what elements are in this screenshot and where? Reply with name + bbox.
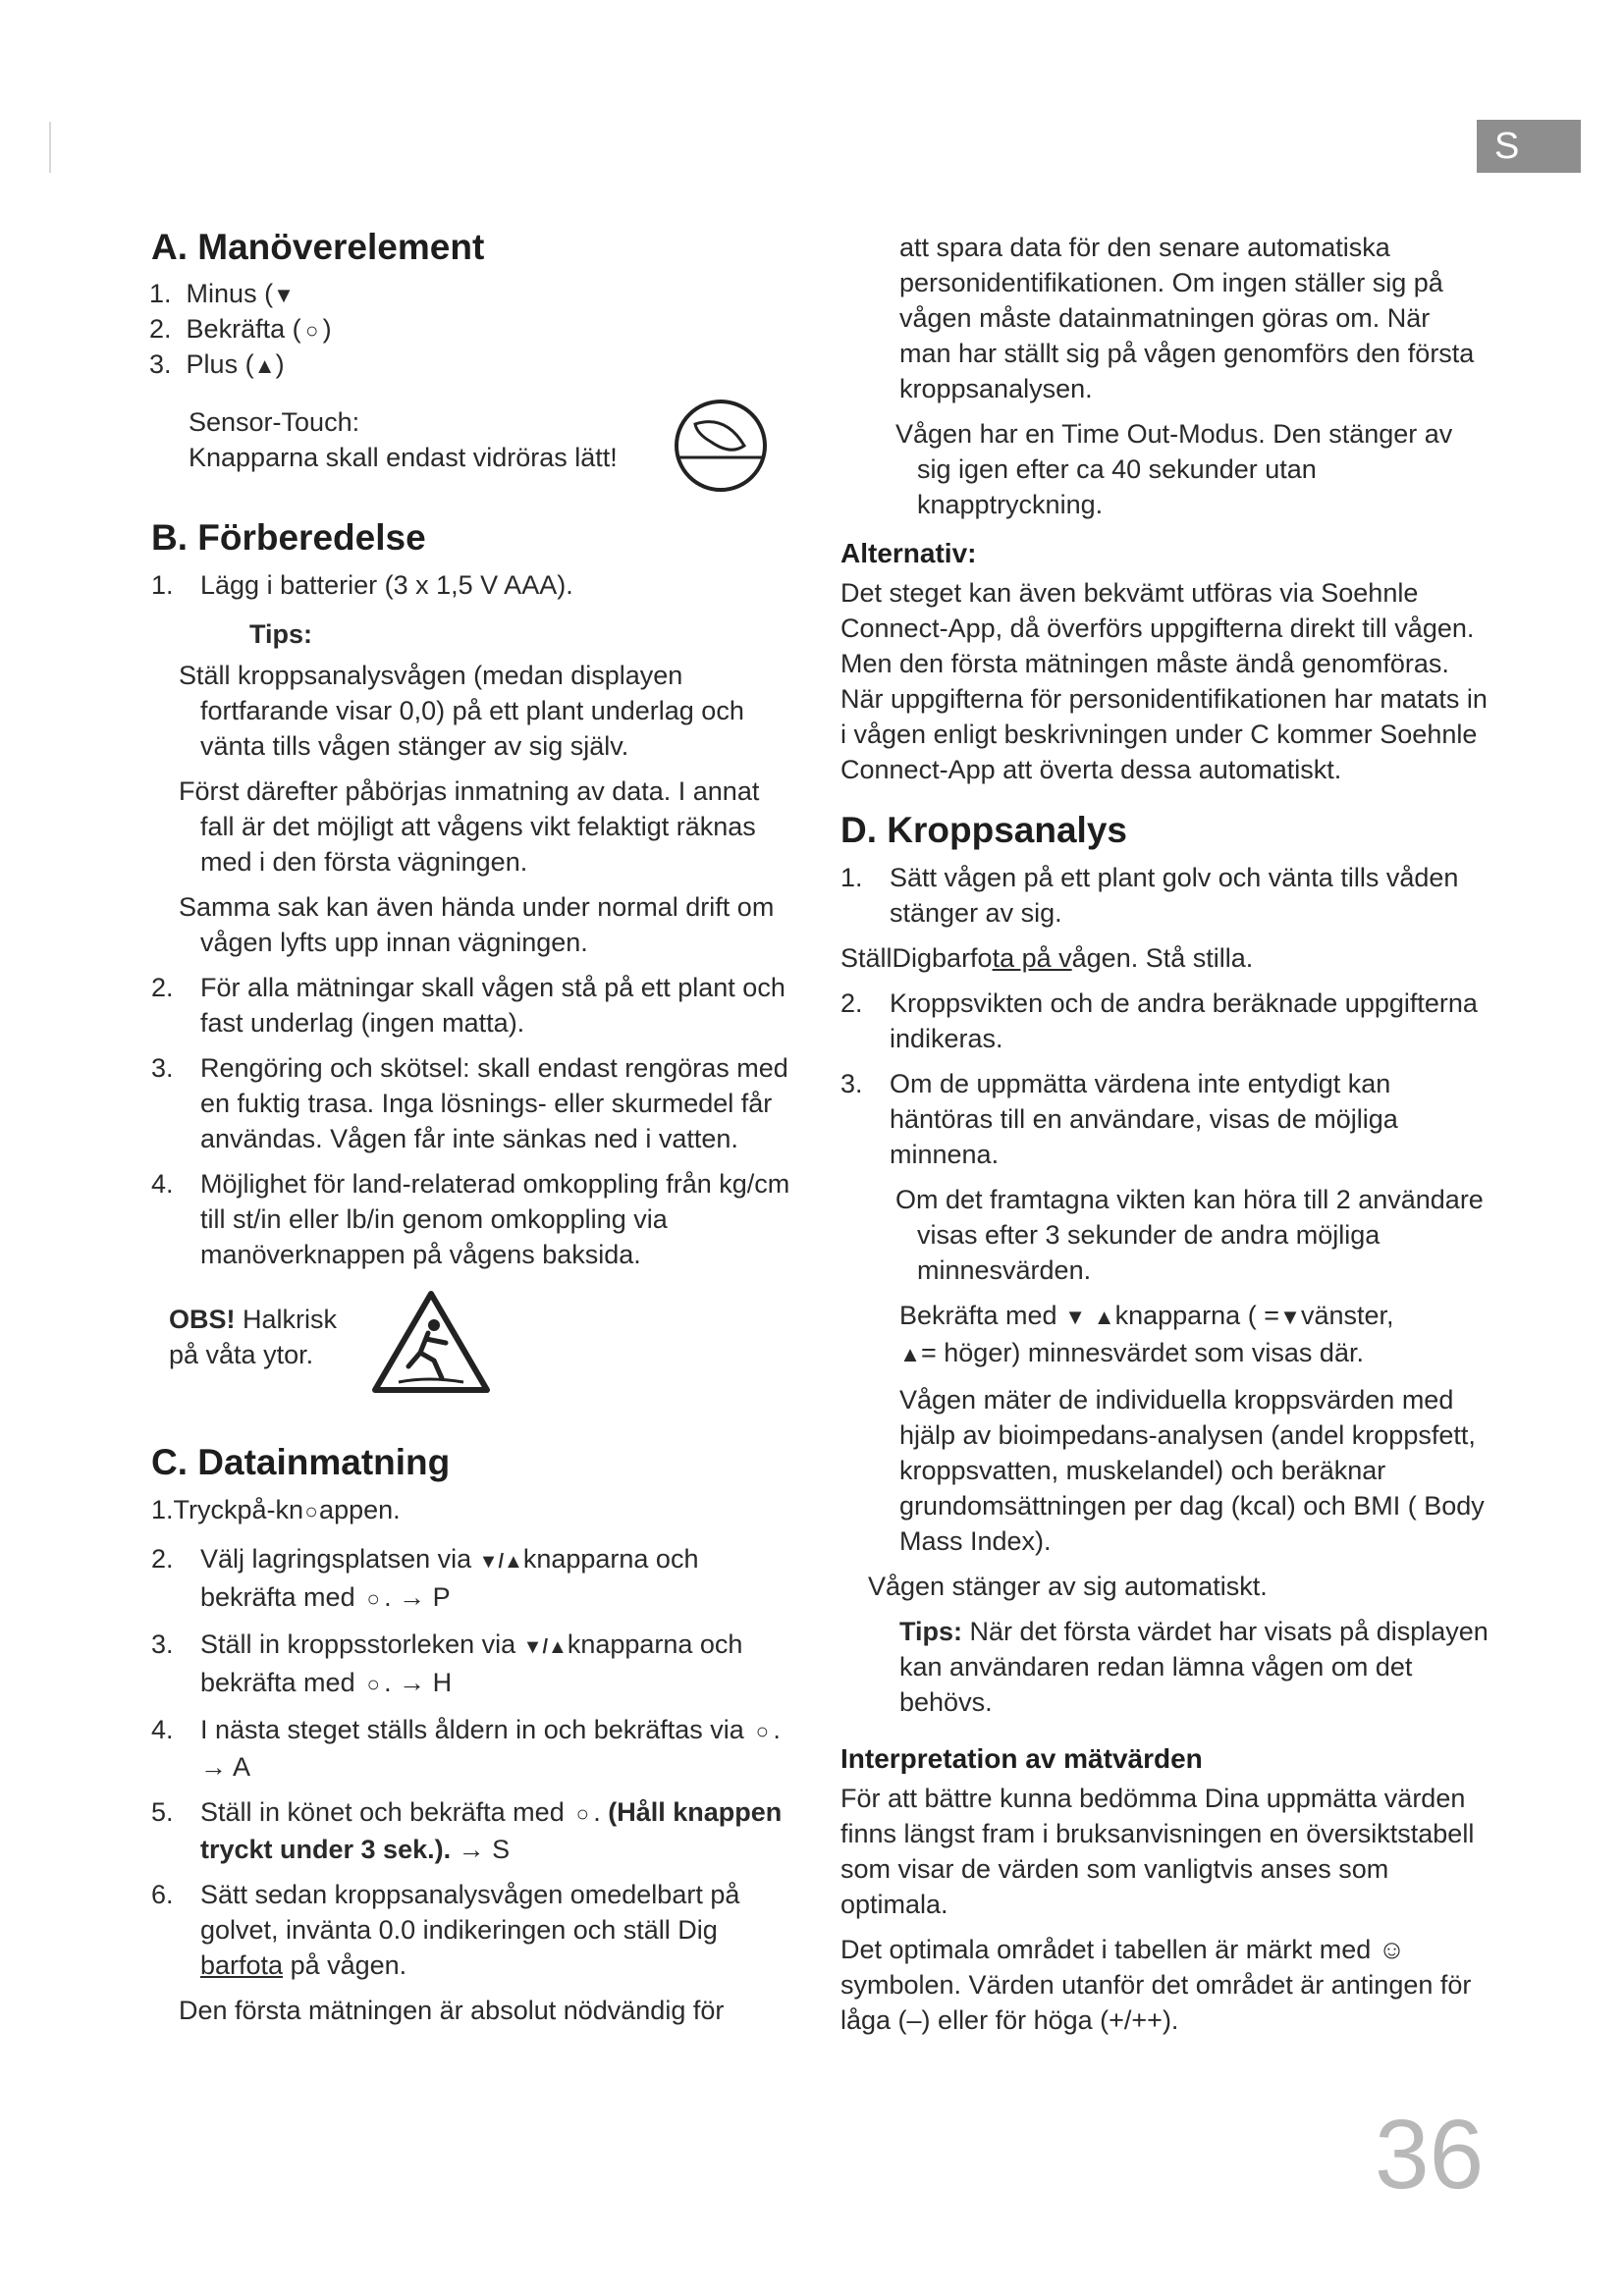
- confirm-icon: ○: [366, 1586, 380, 1611]
- tips-paragraph: Samma sak kan även hända under normal drift om vågen lyfts upp innan vägningen.: [179, 892, 775, 957]
- warning-text-2: på våta ytor.: [169, 1340, 314, 1369]
- minus-icon: ▼: [1279, 1305, 1301, 1329]
- paragraph: Vågen har en Time Out-Modus. Den stänger av sig igen efter ca 40 sekunder utan knapptryckning.: [895, 419, 1453, 519]
- alternative-text: Det steget kan även bekvämt utföras via Soehnle Connect-App, då överförs uppgifterna direkt till vågen. Men den första mätningen måste ändå genomföras. När uppgifterna för personidentifikationen har matats in i vågen enligt beskrivningen under C kommer Soehnle Connect-App att överta dessa automatiskt.: [840, 578, 1488, 784]
- minus-icon: ▼: [1064, 1305, 1086, 1329]
- control-item-plus: 3. Plus (▲): [149, 347, 799, 383]
- paragraph: att spara data för den senare automatiska personidentifikationen. Om ingen ställer sig på vågen måste datainmatningen göras om. När man har ställt sig på vågen genomförs den första kroppsanalysen.: [899, 233, 1475, 403]
- plus-icon: ▲: [899, 1342, 921, 1366]
- section-a: [151, 226, 799, 495]
- left-column: [151, 226, 799, 2050]
- warning-text: OBS! Halkrisk: [169, 1305, 338, 1334]
- plus-icon: ▲: [1093, 1305, 1115, 1329]
- tips-paragraph: Tips: När det första värdet har visats på displayen kan användaren redan lämna vågen om det behövs.: [899, 1617, 1489, 1717]
- section-d-title: D. Kroppsanalys: [840, 810, 1127, 850]
- paragraph: Vågen mäter de individuella kroppsvärden med hjälp av bioimpedans-analysen (andel kroppsfett, kroppsvatten, muskelandel) och beräknar grundomsättningen per dag (kcal) och BMI ( Body Mass Index).: [899, 1385, 1485, 1556]
- list-item: 1. Lägg i batterier (3 x 1,5 V AAA).: [151, 570, 573, 600]
- list-item: 3. Om de uppmätta värdena inte entydigt kan häntöras till en användare, visas de möjliga minnena.: [840, 1069, 1398, 1169]
- down-up-icon: ▼/▲: [478, 1551, 523, 1573]
- alternative-section: [840, 536, 1489, 787]
- section-b: [151, 516, 799, 1419]
- sensor-touch-text: Knapparna skall endast vidröras lätt!: [189, 443, 618, 472]
- list-item: 3. Ställ in kroppsstorleken via ▼/▲knapparna och bekräfta med ○ . → H: [151, 1627, 799, 1702]
- slip-warning: [151, 1302, 799, 1419]
- paragraph: Bekräfta med ▼ ▲knapparna ( =▼vänster, ▲= höger) minnesvärdet som visas där.: [840, 1298, 1489, 1372]
- right-column: [840, 230, 1489, 2059]
- slip-warning-icon: [369, 1288, 493, 1396]
- list-item: 3. Rengöring och skötsel: skall endast rengöras med en fuktig trasa. Inga lösnings- eller skurmedel får användas. Vågen får inte sänkas ned i vatten.: [151, 1053, 788, 1153]
- sensor-touch-title: Sensor-Touch:: [189, 407, 360, 437]
- paragraph: StällDigbarfota på vågen. Stå stilla.: [840, 943, 1254, 973]
- tips-paragraph: Ställ kroppsanalysvågen (medan displayen fortfarande visar 0,0) på ett plant underlag och vänta tills vågen stänger av sig själv.: [179, 661, 744, 761]
- confirm-icon: ○: [366, 1672, 380, 1696]
- smiley-icon: ☺: [1378, 1935, 1406, 1964]
- paragraph: Vågen stänger av sig automatiskt.: [868, 1572, 1268, 1601]
- plus-icon: ▲: [253, 353, 276, 378]
- tips-paragraph: Först därefter påbörjas inmatning av data. I annat fall är det möjligt att vågens vikt felaktigt räknas med i den första vägningen.: [179, 776, 760, 877]
- list-item: 2. Kroppsvikten och de andra beräknade uppgifterna indikeras.: [840, 988, 1478, 1053]
- list-item: 2. För alla mätningar skall vågen stå på ett plant och fast underlag (ingen matta).: [151, 973, 785, 1038]
- list-item: 5. Ställ in könet och bekräfta med ○ . (Håll knappen tryckt under 3 sek.). → S: [151, 1797, 783, 1864]
- confirm-icon: ○: [304, 318, 319, 343]
- section-d: [840, 809, 1489, 1720]
- control-item-minus: 1. Minus (▼: [149, 277, 799, 312]
- section-c: [151, 1441, 799, 2028]
- list-item: 6. Sätt sedan kroppsanalysvågen omedelbart på golvet, invänta 0.0 indikeringen och ställ Dig barfota på vågen.: [151, 1880, 740, 1980]
- confirm-icon: ○: [575, 1801, 589, 1826]
- list-item: 2. Välj lagringsplatsen via ▼/▲knapparna och bekräfta med ○ . → P: [151, 1541, 799, 1617]
- page-number: 36: [1375, 2100, 1485, 2210]
- confirm-icon: ○: [755, 1719, 769, 1743]
- alternative-title: Alternativ:: [840, 538, 977, 568]
- confirm-icon: ○: [304, 1499, 318, 1523]
- control-list: [149, 277, 799, 383]
- sensor-touch-note: [151, 404, 799, 495]
- minus-icon: ▼: [273, 283, 295, 307]
- paragraph: Om det framtagna vikten kan höra till 2 användare visas efter 3 sekunder de andra möjliga minnesvärden.: [895, 1185, 1484, 1285]
- paragraph: Det optimala området i tabellen är märkt med ☺ symbolen. Värden utanför det området är antingen för låga (–) eller för höga (+/++).: [840, 1935, 1472, 2035]
- touch-icon: [672, 397, 770, 495]
- interpretation-section: [840, 1741, 1489, 2038]
- paragraph: Den första mätningen är absolut nödvändig för: [179, 1996, 725, 2025]
- section-b-title: B. Förberedelse: [151, 517, 426, 558]
- control-item-confirm: 2. Bekräfta ( ○ ): [149, 312, 799, 347]
- down-up-icon: ▼/▲: [522, 1636, 568, 1658]
- section-c-title: C. Datainmatning: [151, 1442, 451, 1482]
- tips-label: Tips:: [249, 619, 313, 649]
- language-tab: S: [1477, 120, 1581, 173]
- list-item: 4. I nästa steget ställs åldern in och bekräftas via ○ . → A: [151, 1715, 781, 1782]
- list-item: 1. Sätt vågen på ett plant golv och vänta tills våden stänger av sig.: [840, 863, 1459, 928]
- interpretation-title: Interpretation av mätvärden: [840, 1743, 1203, 1774]
- paragraph: För att bättre kunna bedömma Dina uppmätta värden finns längst fram i bruksanvisningen en översiktstabell som visar de värden som vanligtvis anses som optimala.: [840, 1784, 1475, 1919]
- section-a-title: A. Manöverelement: [151, 227, 485, 267]
- list-item: 4. Möjlighet för land-relaterad omkoppling från kg/cm till st/in eller lb/in genom omkoppling via manöverknappen på vågens baksida.: [151, 1169, 790, 1269]
- margin-line: [49, 122, 51, 173]
- list-item: 1.Tryckpå-kn○appen.: [151, 1492, 799, 1529]
